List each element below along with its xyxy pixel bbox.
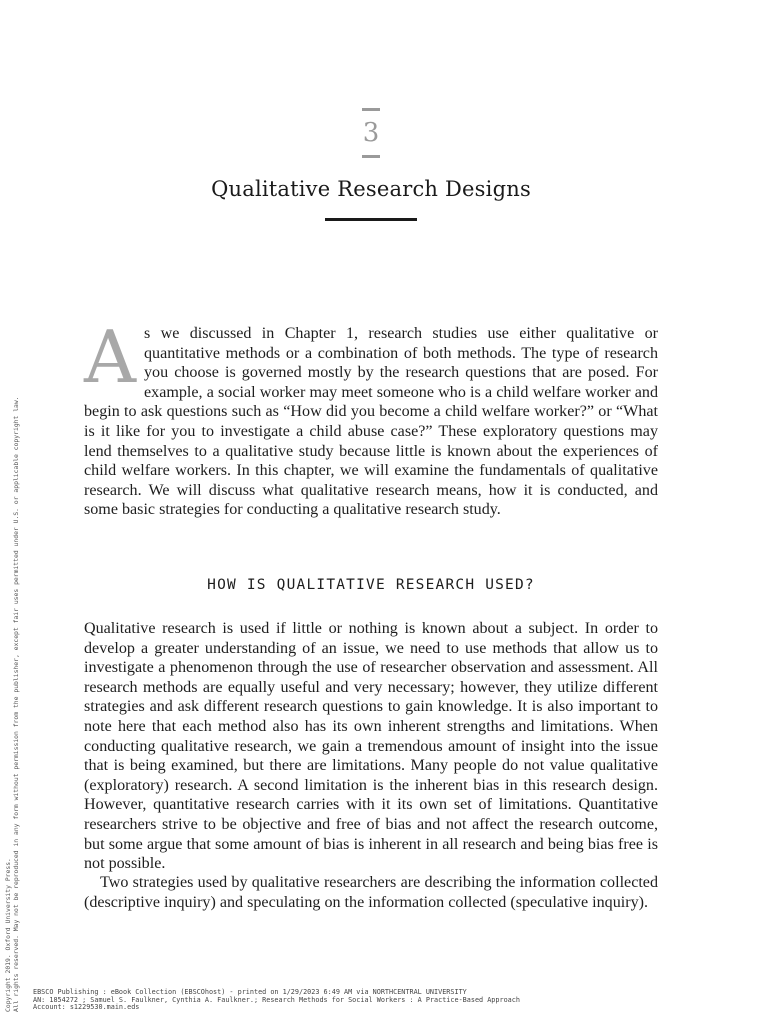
body-paragraph: Two strategies used by qualitative researchers are describing the information collected (descriptive inquiry) and speculating on the information collected (speculative inquiry). [84, 874, 658, 911]
chapter-number-bottom-rule [362, 155, 380, 158]
copyright-line: All rights reserved. May not be reproduced in any form without permission from the publisher, except fair uses permitted under U.S. or applicable copyright law. [12, 396, 20, 1012]
body-paragraph: Qualitative research is used if little or nothing is known about a subject. In order to develop a greater understanding of an issue, we need to use methods that allow us to investigate a phenomenon through the use of researcher observation and assessment. All research methods are equally useful and very necessary; however, they utilize different strategies and ask different research questions to gain knowledge. It is also important to note here that each method also has its own inherent strengths and limitations. When conducting qualitative research, we gain a tremendous amount of insight into the issue that is being examined, but there are limitations. Many people do not value qualitative (exploratory) research. A second limitation is the inherent bias in this research design. However, quantitative research carries with it its own set of limitations. Quantitative researchers strive to be objective and free of bias and not affect the research outcome, but some argue that some amount of bias is inherent in all research and being bias free is not possible. [84, 620, 658, 873]
chapter-title: Qualitative Research Designs [211, 177, 531, 201]
section-heading: HOW IS QUALITATIVE RESEARCH USED? [207, 577, 535, 593]
title-underline [325, 218, 417, 221]
copyright-line: Copyright 2019. Oxford University Press. [4, 858, 12, 1012]
footer-line: EBSCO Publishing : eBook Collection (EBSCOhost) - printed on 1/29/2023 6:49 AM via NORTHCENTRAL UNIVERSITY [33, 988, 467, 996]
print-footer [33, 989, 520, 1012]
chapter-number-text: 3 [362, 118, 380, 148]
copyright-notice [4, 396, 20, 1012]
chapter-number [356, 108, 386, 158]
intro-text: s we discussed in Chapter 1, research studies use either qualitative or quantitative methods or a combination of both methods. The type of research you choose is governed mostly by the research questions that are posed. For example, a social worker may meet someone who is a child welfare worker and begin to ask questions such as “How did you become a child welfare worker?” or “What is it like for you to investigate a child abuse case?” These exploratory questions may lend themselves to a qualitative study because little is known about the experiences of child welfare workers. In this chapter, we will examine the fundamentals of qualitative research. We will discuss what qualitative research means, how it is conducted, and some basic strategies for conducting a qualitative research study. [84, 325, 658, 519]
drop-cap: A [84, 315, 136, 399]
footer-line: Account: s1229530.main.eds [33, 1003, 140, 1012]
chapter-number-top-rule [362, 108, 380, 111]
footer-line: AN: 1854272 ; Samuel S. Faulkner, Cynthia A. Faulkner.; Research Methods for Social Workers : A Practice-Based Approach [33, 995, 520, 1004]
intro-paragraph [84, 315, 658, 520]
